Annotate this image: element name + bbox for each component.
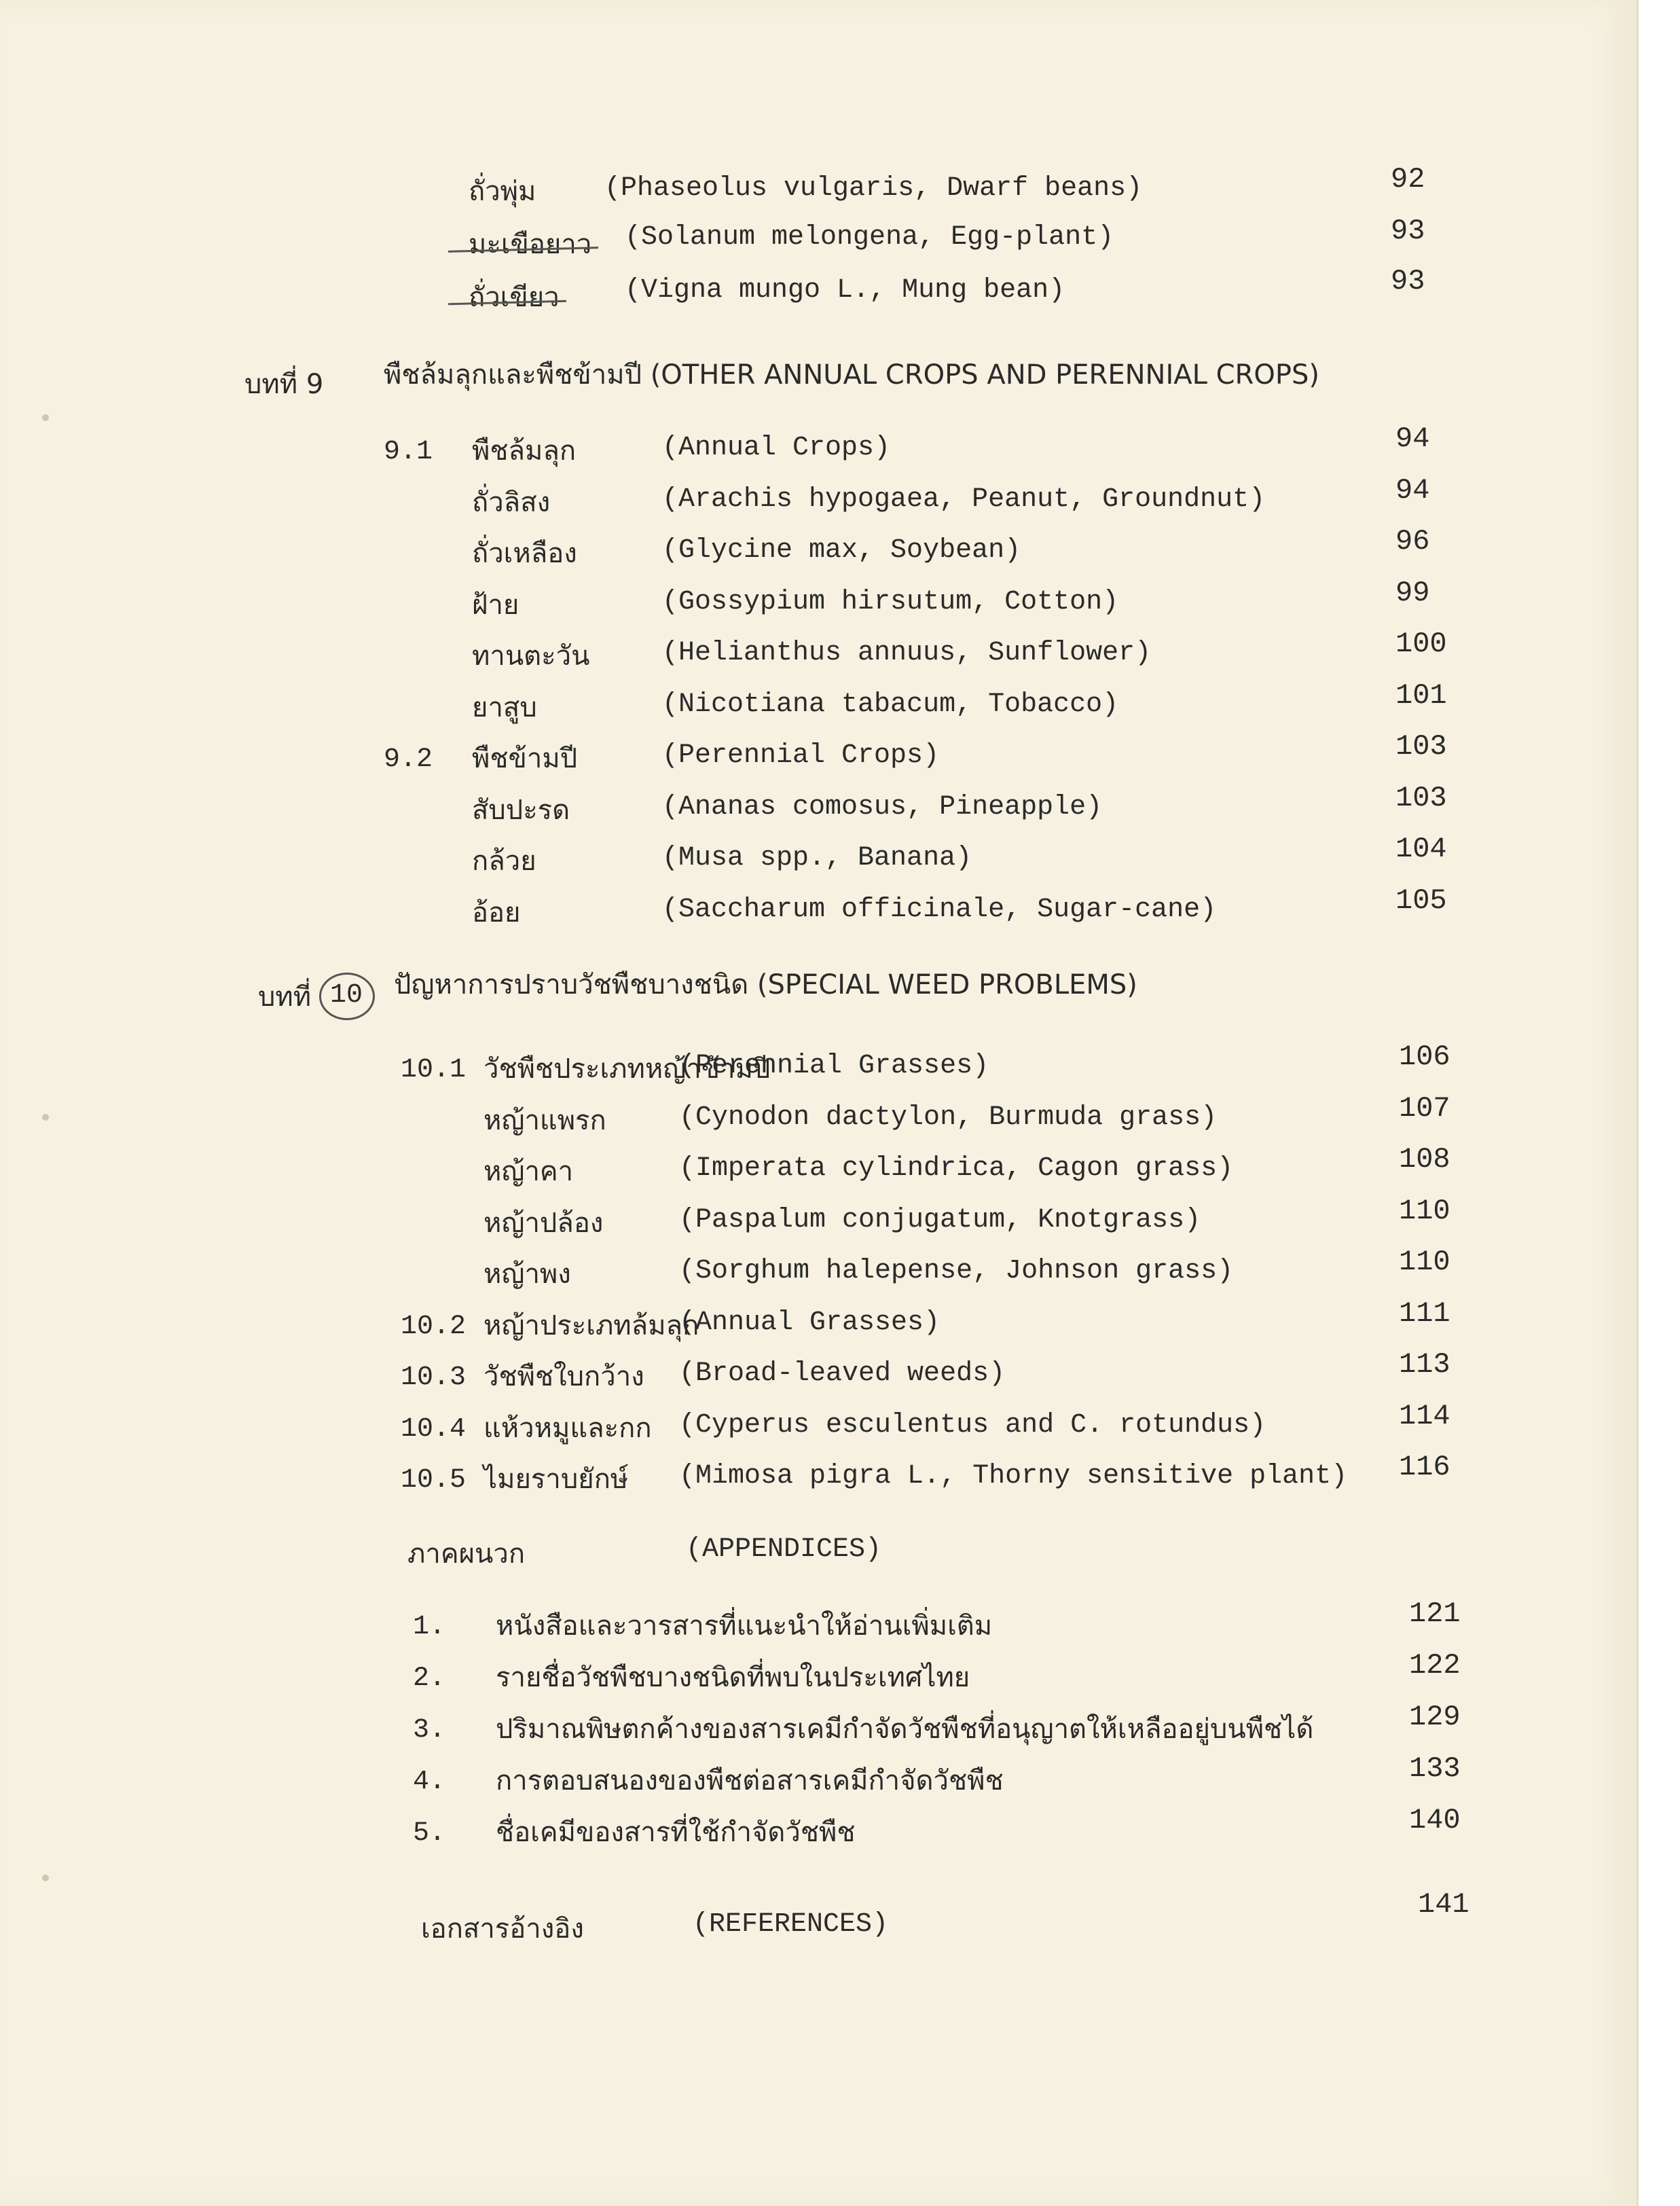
entry-page-number: 94 (1395, 473, 1430, 507)
entry-description: (Broad-leaved weeds) (679, 1358, 1006, 1389)
section-number: 4. (413, 1767, 446, 1797)
section-number: 5. (413, 1818, 446, 1849)
section-number: 10.4 (401, 1413, 467, 1445)
entry-page-number: 107 (1399, 1091, 1450, 1125)
entry-description: (Vigna mungo L., Mung bean) (625, 275, 1065, 306)
section-number: 10.3 (401, 1362, 467, 1393)
entry-thai-name: หญ้าคา (483, 1156, 574, 1187)
appendix-item-text: ชื่อเคมีของสารที่ใช้กำจัดวัชพืช (496, 1817, 856, 1848)
section-number: 10.1 (401, 1055, 467, 1085)
entry-thai-name: ยาสูบ (472, 691, 537, 723)
appendix-item-text: หนังสือและวารสารที่แนะนำให้อ่านเพิ่มเติม (496, 1610, 993, 1642)
entry-description: (Annual Crops) (662, 433, 891, 463)
entry-page-number: 140 (1409, 1804, 1461, 1837)
entry-page-number: 116 (1399, 1451, 1450, 1483)
entry-description: (Perennial Grasses) (679, 1051, 989, 1081)
entry-description: (Sorghum halepense, Johnson grass) (679, 1256, 1234, 1286)
entry-page-number: 111 (1399, 1297, 1450, 1330)
entry-description: (Perennial Crops) (662, 740, 940, 771)
entry-page-number: 105 (1395, 884, 1447, 917)
entry-description: (Paspalum conjugatum, Knotgrass) (679, 1204, 1201, 1235)
entry-page-number: 103 (1395, 730, 1447, 763)
entry-page-number: 93 (1391, 215, 1425, 247)
entry-page-number: 99 (1395, 576, 1430, 609)
entry-thai-name: ถั่วพุ่ม (469, 176, 536, 207)
entry-thai-name: วัชพืชใบกว้าง (483, 1361, 644, 1392)
entry-page-number: 133 (1409, 1752, 1461, 1785)
entry-thai-name: ฝ้าย (472, 589, 519, 621)
entry-page-number: 114 (1399, 1399, 1450, 1432)
entry-thai-name: แห้วหมูและกก (483, 1412, 652, 1444)
entry-description: (Cyperus esculentus and C. rotundus) (679, 1409, 1266, 1441)
chapter-10-label-prefix: บทที่ (258, 981, 312, 1013)
entry-description: (Mimosa pigra L., Thorny sensitive plant) (679, 1461, 1348, 1491)
references-heading-english: (REFERENCES) (693, 1909, 889, 1940)
entry-description: (Nicotiana tabacum, Tobacco) (662, 689, 1119, 720)
entry-page-number: 121 (1409, 1597, 1461, 1630)
entry-description: (Gossypium hirsutum, Cotton) (662, 586, 1119, 617)
references-heading-thai: เอกสารอ้างอิง (421, 1913, 584, 1945)
chapter-10-label-number: 10 (330, 980, 363, 1011)
section-number: 9.2 (384, 744, 433, 775)
entry-thai-name: หญ้าปล้อง (483, 1207, 604, 1239)
entry-page-number: 93 (1391, 265, 1425, 297)
appendix-heading-english: (APPENDICES) (686, 1534, 882, 1565)
entry-description: (Solanum melongena, Egg-plant) (625, 222, 1114, 253)
entry-page-number: 96 (1395, 525, 1430, 558)
entry-page-number: 92 (1391, 163, 1425, 196)
entry-thai-name: หญ้าแพรก (483, 1104, 606, 1136)
entry-description: (Arachis hypogaea, Peanut, Groundnut) (662, 484, 1266, 515)
entry-page-number: 113 (1399, 1348, 1450, 1381)
punch-hole-mark (42, 414, 49, 421)
entry-thai-name: ถั่วลิสง (472, 486, 551, 518)
entry-page-number: 108 (1399, 1143, 1450, 1176)
section-number: 10.2 (401, 1311, 467, 1342)
entry-thai-name: สับปะรด (472, 794, 570, 826)
entry-thai-name: พืชข้ามปี (472, 743, 578, 774)
entry-thai-name: อ้อย (472, 897, 521, 928)
entry-thai-name: หญ้าพง (483, 1259, 571, 1290)
appendix-item-text: รายชื่อวัชพืชบางชนิดที่พบในประเทศไทย (496, 1662, 970, 1693)
entry-description: (Phaseolus vulgaris, Dwarf beans) (604, 173, 1143, 204)
section-number: 9.1 (384, 437, 433, 467)
section-number: 2. (413, 1663, 446, 1694)
section-number: 3. (413, 1715, 446, 1746)
entry-page-number: 106 (1399, 1041, 1450, 1073)
entry-description: (Cynodon dactylon, Burmuda grass) (679, 1102, 1218, 1133)
entry-thai-name: หญ้าประเภทล้มลุก (483, 1309, 699, 1341)
punch-hole-mark (42, 1114, 49, 1121)
entry-thai-name: ทานตะวัน (472, 640, 590, 672)
chapter-10-title: ปัญหาการปราบวัชพืชบางชนิด (SPECIAL WEED PROBLEMS) (394, 969, 1137, 1000)
entry-page-number: 129 (1409, 1701, 1461, 1733)
entry-thai-name: มะเขือยาว (469, 229, 592, 260)
chapter-9-label: บทที่ 9 (244, 369, 324, 400)
entry-page-number: 110 (1399, 1246, 1450, 1278)
entry-thai-name: ไมยราบยักษ์ (483, 1464, 629, 1495)
entry-page-number: 110 (1399, 1194, 1450, 1227)
entry-thai-name: วัชพืชประเภทหญ้าข้ามปี (483, 1053, 771, 1085)
entry-description: (Imperata cylindrica, Cagon grass) (679, 1153, 1234, 1184)
references-page-number: 141 (1418, 1888, 1469, 1921)
appendix-item-text: การตอบสนองของพืชต่อสารเคมีกำจัดวัชพืช (496, 1765, 1004, 1796)
chapter-9-title: พืชล้มลุกและพืชข้ามปี (OTHER ANNUAL CROPS AND PERENNIAL CROPS) (384, 359, 1319, 391)
section-number: 10.5 (401, 1465, 467, 1496)
entry-page-number: 104 (1395, 833, 1447, 865)
entry-thai-name: ถั่วเหลือง (472, 538, 577, 569)
entry-description: (Helianthus annuus, Sunflower) (662, 638, 1152, 668)
appendix-heading-thai: ภาคผนวก (407, 1538, 526, 1570)
entry-page-number: 94 (1395, 422, 1430, 455)
entry-description: (Glycine max, Soybean) (662, 535, 1021, 566)
section-number: 1. (413, 1612, 446, 1642)
entry-thai-name: ถั่วเขียว (469, 282, 560, 313)
entry-description: (Musa spp., Banana) (662, 843, 972, 873)
entry-page-number: 122 (1409, 1649, 1461, 1682)
punch-hole-mark (42, 1875, 49, 1881)
entry-description: (Annual Grasses) (679, 1307, 941, 1338)
entry-page-number: 103 (1395, 781, 1447, 814)
entry-page-number: 101 (1395, 679, 1447, 712)
appendix-item-text: ปริมาณพิษตกค้างของสารเคมีกำจัดวัชพืชที่อนุญาตให้เหลืออยู่บนพืชได้ (496, 1714, 1314, 1745)
entry-thai-name: พืชล้มลุก (472, 435, 577, 467)
entry-description: (Ananas comosus, Pineapple) (662, 791, 1103, 822)
entry-thai-name: กล้วย (472, 846, 536, 877)
entry-description: (Saccharum officinale, Sugar-cane) (662, 894, 1217, 925)
entry-page-number: 100 (1395, 628, 1447, 660)
